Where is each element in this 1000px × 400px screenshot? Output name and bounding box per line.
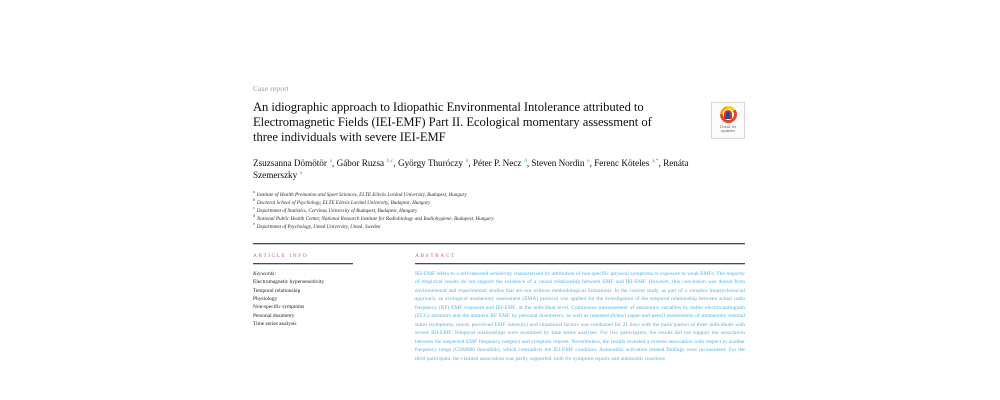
affiliation-marker: c	[253, 205, 255, 211]
affiliation-marker: e	[253, 221, 255, 227]
affiliation-marker: a	[253, 189, 255, 195]
keywords-list	[253, 278, 403, 328]
affiliation-marker: d	[253, 213, 255, 219]
affiliation-item	[253, 207, 745, 215]
header-divider	[253, 243, 745, 245]
crossmark-logo-icon	[720, 106, 737, 123]
author-affiliation-marker: d	[524, 157, 527, 164]
affiliation-text: National Public Health Center, National Research Institute for Radiobiology and Radiohygiene, Budapest, Hungary	[255, 216, 494, 223]
author-affiliation-marker: e	[587, 157, 590, 164]
affiliation-marker: b	[253, 197, 255, 203]
crossmark-badge[interactable]	[711, 102, 745, 139]
author-separator: ,	[393, 157, 398, 168]
info-abstract-columns	[253, 253, 745, 363]
crossmark-label-line-2: updates	[721, 129, 735, 134]
author-affiliation-marker: a	[299, 170, 303, 177]
crossmark-label	[713, 125, 743, 134]
author-affiliation-marker: a	[329, 157, 333, 164]
author-affiliation-marker: d	[465, 157, 469, 164]
author-name: György Thuróczy	[397, 157, 466, 168]
abstract-text: IEI-EMF refers to a self-reported sensitivity characterized by attribution of non-specific physical symptoms to exposure to weak EMFs. The majority of empirical results do not support the existence of a causal relationship between EMF and IEI-EMF. However, this conclusion was drawn from environmental and experimental studies that are not without methodological limitations. In the current study, as part of a complex biopsychosocial approach, an ecological momentary assessment (EMA) protocol was applied for the investigation of the temporal relationship between actual radio frequency (RF) EMF exposure and IEI-EMF, at the individual level. Continuous measurement of autonomic variables by holter electrocardiogram (ECG) monitors and the ambient RF EMF by personal dosimeters, as well as repeated (8/day) paper-and-pencil assessments of momentary internal states (symptoms, mood, perceived EMF intensity) and situational factors was conducted for 21 days with the participation of three individuals with severe IEI-EMF. Temporal relationships were examined by time series analyses. For two participants, the results did not support the association between the suspected EMF frequency range(s) and symptom reports. Nevertheless, the results revealed a reverse association with respect to another frequency range (GSM900 downlink), which contradicts the IEI-EMF condition. Autonomic activation related findings were inconsistent. For the third participant, the claimed association was partly supported, both for symptom reports and autonomic reactions	[415, 270, 745, 362]
affiliation-text: Institute of Health Promotion and Sport Sciences, ELTE Eötvös Loránd University, Budapest, Hungary	[255, 191, 467, 198]
crossmark-label-line-1: Check for	[719, 125, 737, 129]
affiliation-list	[253, 191, 745, 231]
author-name: Ferenc Köteles	[594, 157, 652, 168]
article-info-column	[253, 253, 403, 363]
author-separator: ,	[468, 157, 473, 168]
author-name: Steven Nordin	[531, 157, 587, 168]
author-separator: ,	[526, 157, 532, 168]
affiliation-text: Doctoral School of Psychology, ELTE Eötvös Loránd University, Budapest, Hungary	[255, 199, 431, 206]
abstract-column	[415, 253, 745, 363]
article-type-label: Case report	[253, 84, 290, 93]
author-name: Péter P. Necz	[472, 157, 524, 168]
keyword-item: Time series analysis	[253, 321, 297, 328]
abstract-divider	[415, 263, 745, 265]
affiliation-item	[253, 191, 745, 199]
affiliation-item	[253, 223, 745, 231]
title-row	[253, 100, 745, 146]
keyword-item: Electromagnetic hypersensitivity	[253, 279, 325, 286]
article-info-divider	[253, 263, 353, 265]
affiliation-text: Department of Psychology, Umeå University, Umeå, Sweden	[255, 224, 381, 231]
author-list	[253, 157, 723, 182]
page-content-column	[253, 0, 745, 363]
keyword-item: Temporal relationship	[253, 287, 301, 294]
page-title: An idiographic approach to Idiopathic Environmental Intolerance attributed to Electromagnetic Fields (IEI-EMF) Part II. Ecological momentary assessment of three individuals with severe IEI-EMF	[253, 100, 652, 145]
author-name: Gábor Ruzsa	[336, 157, 387, 168]
author-separator: ,	[658, 157, 664, 168]
keyword-item: Physiology	[253, 295, 278, 302]
affiliation-text: Department of Statistics, Corvinus University of Budapest, Budapest, Hungary	[255, 207, 418, 214]
author-separator: ,	[589, 157, 595, 168]
author-name: Zsuzsanna Dömötör	[253, 157, 330, 168]
affiliation-item	[253, 215, 745, 223]
abstract-heading: ABSTRACT	[415, 253, 456, 260]
keyword-item: Personal dosimetry	[253, 312, 295, 319]
author-affiliation-marker: b,c	[386, 157, 394, 164]
author-name: Renáta Szemerszky	[253, 157, 689, 181]
keywords-heading: Keywords:	[253, 270, 277, 277]
author-affiliation-marker: a,*	[651, 157, 659, 164]
article-info-heading: ARTICLE INFO	[253, 253, 309, 260]
affiliation-item	[253, 199, 745, 207]
author-separator: ,	[332, 157, 337, 168]
keyword-item: Non-specific symptoms	[253, 304, 305, 311]
